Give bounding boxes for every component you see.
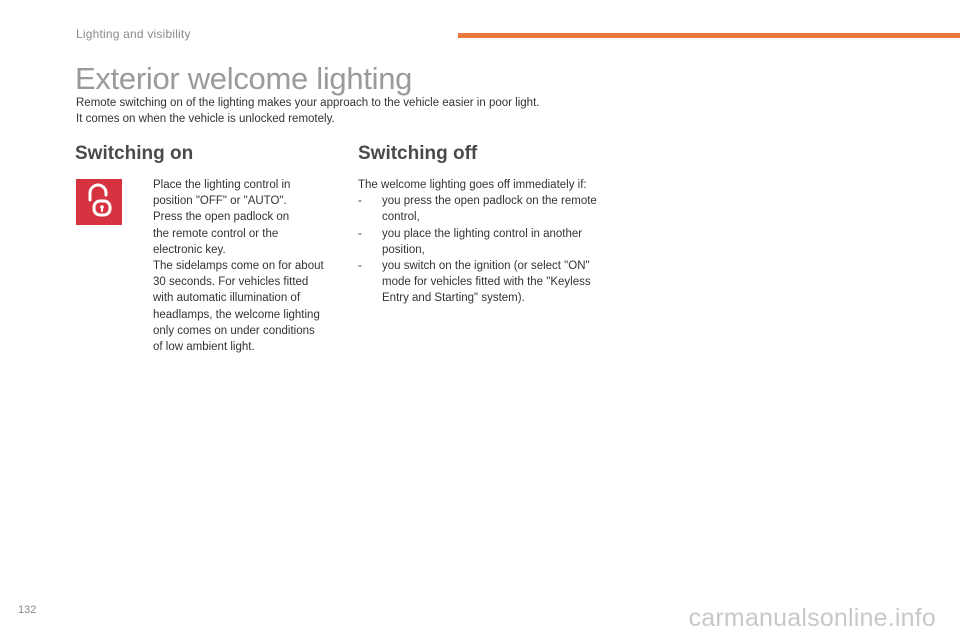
condition-text: you press the open padlock on the remote control,	[382, 195, 597, 224]
page-number: 132	[18, 604, 37, 616]
dash-marker: -	[358, 260, 362, 273]
condition-text: you switch on the ignition (or select "ON" mode for vehicles fitted with the "Keyless Entry and Starting" system).	[382, 260, 591, 305]
header-accent-bar	[458, 33, 960, 38]
condition-item	[358, 193, 628, 225]
open-padlock-icon	[76, 179, 122, 225]
switching-off-heading: Switching off	[358, 143, 478, 164]
switching-on-steps	[133, 177, 343, 355]
switching-on-heading: Switching on	[75, 143, 194, 164]
intro-line: Remote switching on of the lighting makes your approach to the vehicle easier in poor light.	[76, 97, 540, 109]
dash-marker: -	[358, 227, 362, 240]
section-title: Lighting and visibility	[76, 27, 191, 41]
condition-item	[358, 258, 628, 307]
intro-text	[76, 95, 676, 127]
dash-marker: -	[358, 195, 362, 208]
step-text: Press the open padlock on the remote control or the electronic key.	[153, 211, 290, 256]
switching-off-intro: The welcome lighting goes off immediately if:	[358, 179, 587, 191]
step-text: Place the lighting control in position "OFF" or "AUTO".	[153, 179, 291, 208]
step-item	[133, 209, 343, 258]
watermark: carmanualsonline.info	[688, 604, 936, 632]
step-item	[133, 177, 343, 209]
condition-text: you place the lighting control in another position,	[382, 227, 583, 256]
step-note: The sidelamps come on for about 30 seconds. For vehicles fitted with automatic illumination of headlamps, the welcome lighting only comes on under conditions of low ambient light.	[153, 260, 324, 354]
condition-item	[358, 226, 628, 258]
switching-off-block	[358, 177, 628, 307]
page-title: Exterior welcome lighting	[75, 61, 413, 96]
intro-line: It comes on when the vehicle is unlocked remotely.	[76, 113, 335, 125]
